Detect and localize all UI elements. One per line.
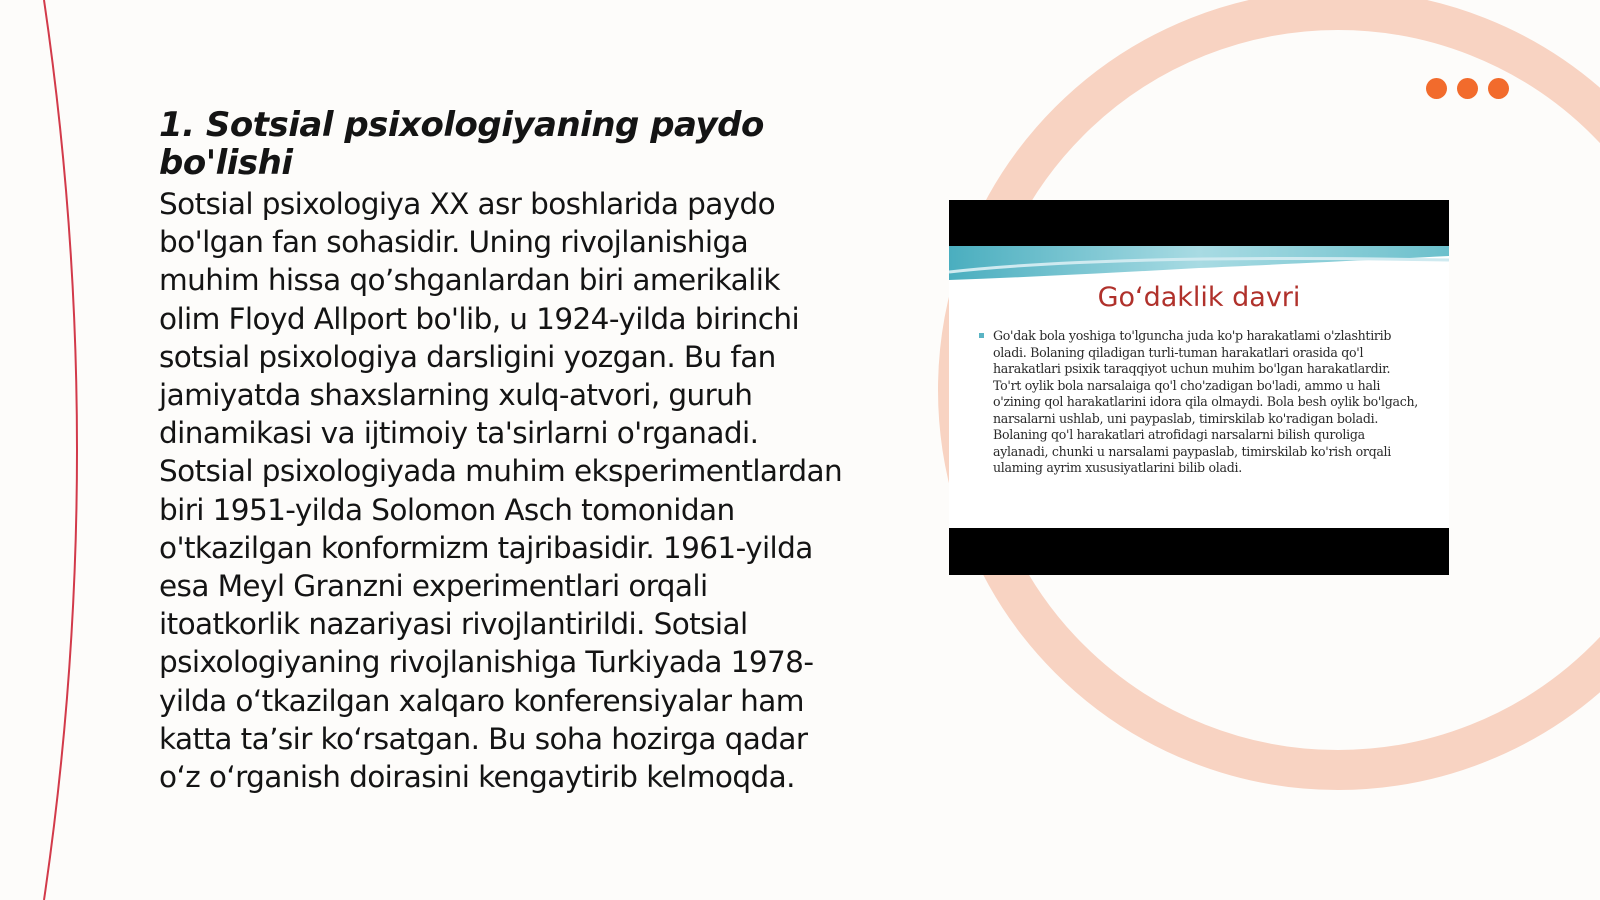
embedded-bullet-item bbox=[979, 328, 1419, 477]
embedded-slide-title: Go‘daklik davri bbox=[1097, 282, 1301, 313]
embedded-slide-content bbox=[949, 246, 1449, 528]
embedded-slide-image bbox=[949, 200, 1449, 575]
left-accent-line bbox=[44, 0, 77, 900]
orange-dot bbox=[1426, 78, 1447, 99]
embedded-bullet-text: Go'dak bola yoshiga to'lguncha juda ko'p harakatlami o'zlashtirib oladi. Bolaning qiladigan turli-tuman harakatlari orasida qo'l harakatlari psixik taraqqiyot uchun muhim bo'lgan harakatlardir. To'rt oylik bola narsalaiga qo'l cho'zadigan bo'ladi, ammo u hali o'zining qol harakatlarini idora qila olmaydi. Bola besh oylik bo'lgach, narsalarni ushlab, uni paypaslab, timirskilab ko'radigan boladi. Bolaning qo'l harakatlari atrofidagi narsalarni bilish quroliga aylanadi, chunki u narsalami paypaslab, timirskilab ko'rish orqali ulaming ayrim xususiyatlarini bilib oladi. bbox=[993, 328, 1418, 475]
orange-dot bbox=[1457, 78, 1478, 99]
orange-dot bbox=[1488, 78, 1509, 99]
decorative-dots bbox=[1426, 78, 1509, 99]
wave-banner bbox=[949, 246, 1449, 286]
slide-title: 1. Sotsial psixologiyaning paydo bo'lishi bbox=[159, 105, 764, 183]
bullet-icon bbox=[979, 333, 984, 338]
slide-body-text: Sotsial psixologiya XX asr boshlarida paydo bo'lgan fan sohasidir. Uning rivojlanishiga muhim hissa qo’shganlardan biri amerikalik olim Floyd Allport bo'lib, u 1924-yilda birinchi sotsial psixologiya darsligini yozgan. Bu fan jamiyatda shaxslarning xulq-atvori, guruh dinamikasi va ijtimoiy ta'sirlarni o'rganadi. Sotsial psixologiyada muhim eksperimentlardan biri 1951-yilda Solomon Asch tomonidan o'tkazilgan konformizm tajribasidir. 1961-yilda esa Meyl Granzni experimentlari orqali itoatkorlik nazariyasi rivojlantirildi. Sotsial psixologiyaning rivojlanishiga Turkiyada 1978-yilda o‘tkazilgan xalqaro konferensiyalar ham katta ta’sir ko‘rsatgan. Bu soha hozirga qadar o‘z o‘rganish doirasini kengaytirib kelmoqda. bbox=[159, 187, 843, 795]
